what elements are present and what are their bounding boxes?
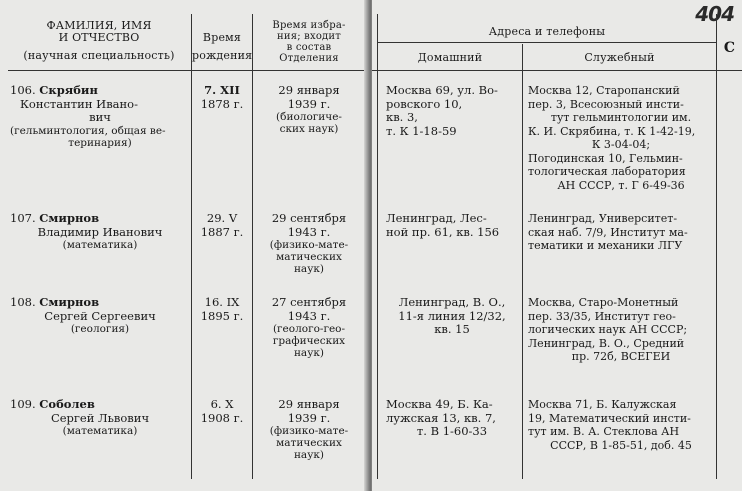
header-birth: Время рождения — [192, 31, 253, 62]
entry-name: 106. Скрябин Константин Ивано- вич (гельминтология, общая ве- теринария) — [10, 83, 166, 149]
entry-election: 29 сентября 1943 г. (физико-мате- матических наук) — [269, 211, 349, 275]
entry-birth: 16. IX 1895 г. — [200, 295, 244, 323]
entry-work-address: Ленинград, Университет- ская наб. 7/9, Институт ма- тематики и механики ЛГУ — [528, 212, 688, 252]
column-rule — [522, 44, 523, 479]
left-page — [0, 0, 368, 491]
entry-name: 107. Смирнов Владимир Иванович (математика) — [10, 211, 163, 251]
entry-name: 108. Смирнов Сергей Сергеевич (геология) — [10, 295, 156, 335]
entry-home-address: Ленинград, Лес- ной пр. 61, кв. 156 — [386, 211, 500, 239]
entry-election: 27 сентября 1943 г. (геолого-гео- графических наук) — [271, 295, 347, 359]
page-number: 404 — [695, 2, 734, 26]
header-rule — [372, 70, 742, 71]
entry-election: 29 января 1939 г. (биологиче- ских наук) — [276, 83, 342, 135]
column-rule — [716, 14, 717, 479]
header-rule — [8, 70, 368, 71]
header-work: Служебный — [584, 51, 655, 64]
entry-work-address: Москва 12, Старопанский пер. 3, Всесоюзный инсти- тут гельминтологии им. К. И. Скрябина, т. К 1-42-19, К 3-04-04; Погодинская 10, Гельмин- тологическая лаборатория АН СССР, т. Г 6-49-36 — [528, 84, 696, 192]
header-rule — [377, 42, 716, 43]
header-addresses: Адреса и телефоны — [488, 25, 606, 38]
entry-name: 109. Соболев Сергей Львович (математика) — [10, 397, 150, 437]
header-home: Домашний — [417, 51, 483, 64]
entry-work-address: Москва 71, Б. Калужская 19, Математический инсти- тут им. В. А. Стеклова АН СССР, В 1-85-51, доб. 45 — [528, 398, 692, 452]
entry-birth: 7. XII 1878 г. — [200, 83, 244, 111]
entry-work-address: Москва, Старо-Монетный пер. 33/35, Институт гео- логических наук АН СССР; Ленинград, В. О., Средний пр. 72б, ВСЕГЕИ — [528, 296, 688, 363]
entry-home-address: Ленинград, В. О., 11-я линия 12/32, кв. 15 — [398, 295, 506, 336]
entry-birth: 6. X 1908 г. — [200, 397, 244, 425]
entry-home-address: Москва 69, ул. Во- ровского 10, кв. 3, т. К 1-18-59 — [386, 83, 498, 138]
column-rule — [377, 14, 378, 479]
header-mark: С — [723, 40, 736, 56]
entry-election: 29 января 1939 г. (физико-мате- матических наук) — [269, 397, 349, 461]
right-page — [372, 0, 742, 491]
header-election: Время избра- ния; входит в состав Отделения — [272, 20, 346, 64]
entry-home-address: Москва 49, Б. Ка- лужская 13, кв. 7, т. В 1-60-33 — [386, 397, 496, 438]
header-name: ФАМИЛИЯ, ИМЯ И ОТЧЕСТВО (научная специальность) — [23, 19, 175, 62]
entry-birth: 29. V 1887 г. — [200, 211, 244, 239]
